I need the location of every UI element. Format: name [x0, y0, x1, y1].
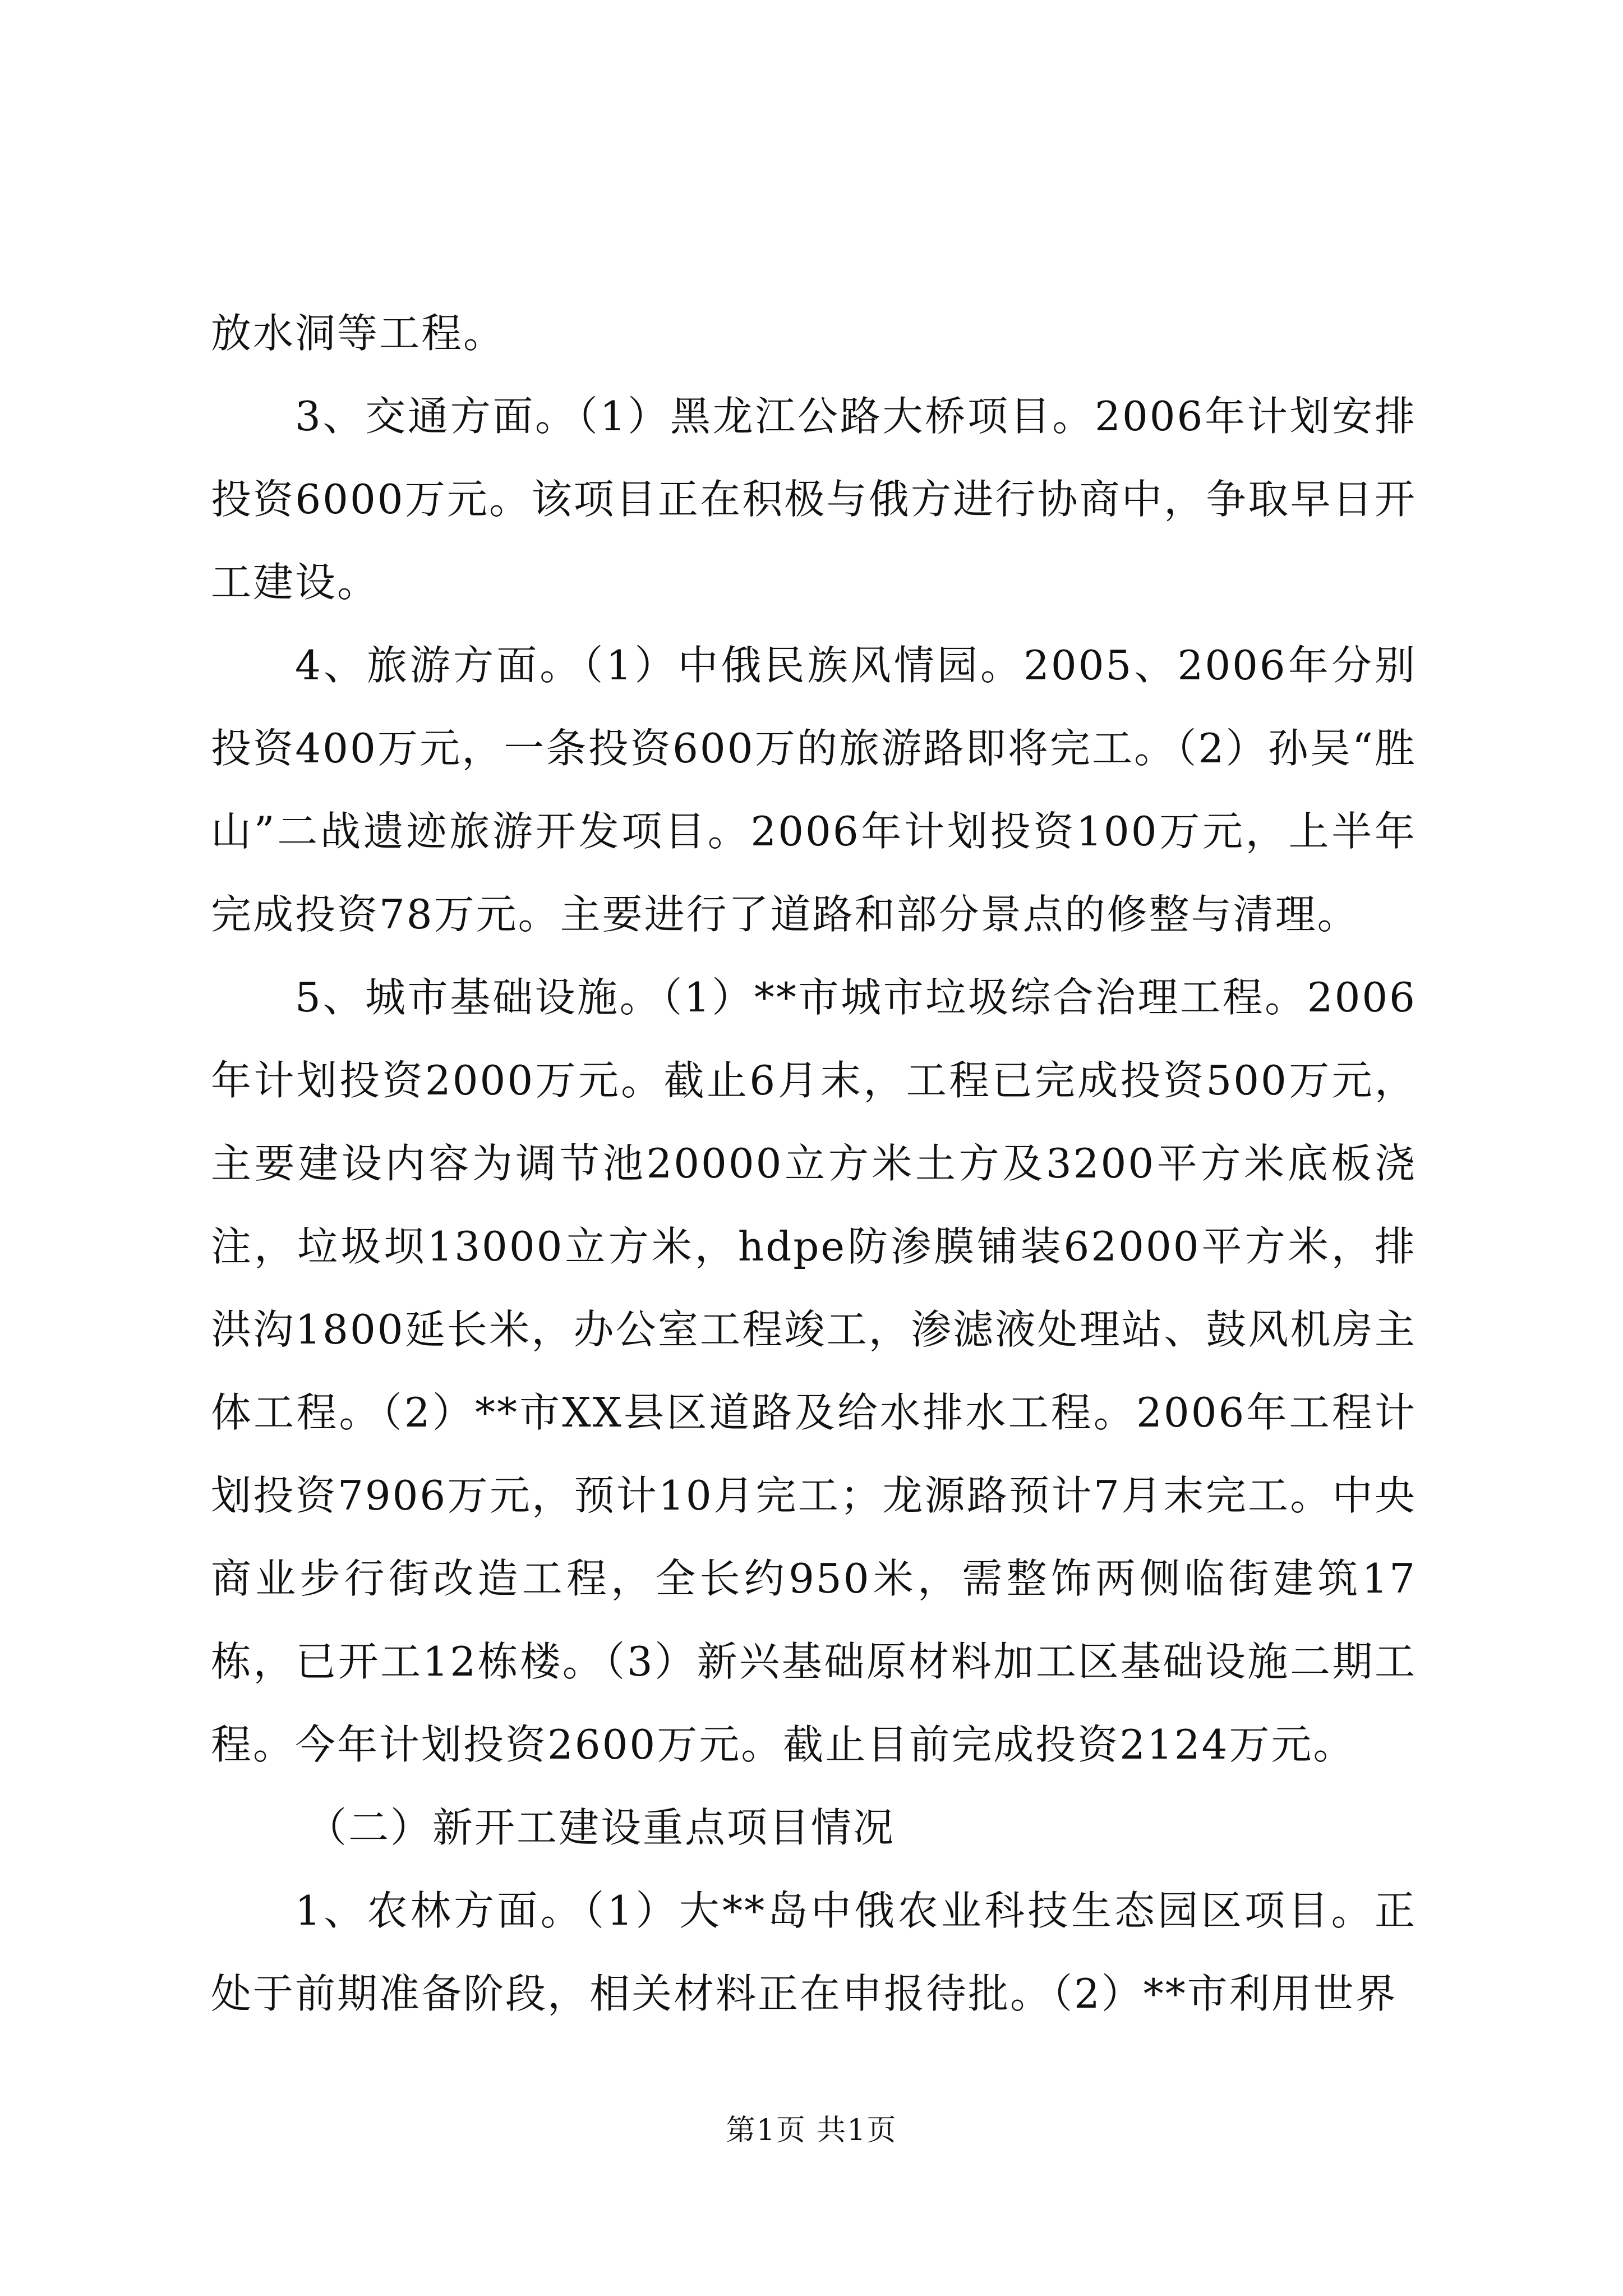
page-footer: 第1页 共1页: [726, 2114, 897, 2147]
section-heading-new-projects: （二）新开工建设重点项目情况: [306, 1804, 896, 1851]
paragraph-continuation: 放水洞等工程。: [211, 310, 506, 357]
paragraph-agriculture-forestry: 1、农林方面。（1）大**岛中俄农业科技生态园区项目。正处于前期准备阶段，相关材料正在申报待批。（2）**市利用世界: [211, 1887, 1417, 2017]
paragraph-transportation: 3、交通方面。（1）黑龙江公路大桥项目。2006年计划安排投资6000万元。该项目正在积极与俄方进行协商中，争取早日开工建设。: [211, 393, 1417, 606]
document-body: [211, 292, 1417, 2035]
paragraph-urban-infrastructure: 5、城市基础设施。（1）**市城市垃圾综合治理工程。2006年计划投资2000万元。截止6月末，工程已完成投资500万元，主要建设内容为调节池20000立方米土方及3200平方米底板浇注，垃圾坝13000立方米，hdpe防渗膜铺装62000平方米，排洪沟1800延长米，办公室工程竣工，渗滤液处理站、鼓风机房主体工程。（2）**市XX县区道路及给水排水工程。2006年工程计划投资7906万元，预计10月完工；龙源路预计7月末完工。中央商业步行街改造工程，全长约950米，需整饰两侧临街建筑17栋，已开工12栋楼。（3）新兴基础原材料加工区基础设施二期工程。今年计划投资2600万元。截止目前完成投资2124万元。: [211, 974, 1417, 1768]
paragraph-tourism: 4、旅游方面。（1）中俄民族风情园。2005、2006年分别投资400万元，一条投资600万的旅游路即将完工。（2）孙吴“胜山”二战遗迹旅游开发项目。2006年计划投资100万元，上半年完成投资78万元。主要进行了道路和部分景点的修整与清理。: [211, 642, 1417, 938]
